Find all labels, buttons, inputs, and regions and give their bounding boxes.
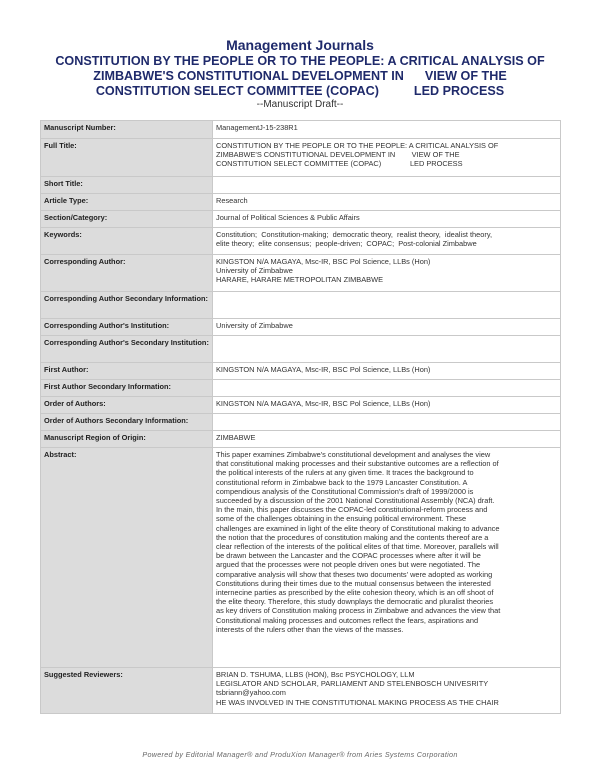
field-value	[213, 414, 561, 431]
row-corresponding-author-institution	[41, 319, 561, 336]
abstract-line: the political interests of the rulers at any given time. It traces the background to	[216, 468, 474, 478]
abstract-line: In the main, this paper discusses the COPAC-led constitutional-reform process and	[216, 505, 488, 515]
field-value	[213, 397, 561, 414]
row-first-author-secondary-info	[41, 380, 561, 397]
field-value	[213, 255, 561, 292]
abstract-line: be drawn between the Lancaster and the COPAC processes where after it will be	[216, 551, 481, 561]
abstract-line: succeeded by a discussion of the 2001 National Constitutional Assembly (NCA) draft.	[216, 496, 495, 506]
field-value	[213, 292, 561, 319]
row-abstract	[41, 448, 561, 668]
field-label: Manuscript Region of Origin:	[41, 431, 213, 448]
abstract-line: internecine parties as prescribed by the elite cohesion theory, which is an off shoot of	[216, 588, 494, 598]
value-line: Constitution; Constitution-making; democratic theory, realist theory, idealist theory,	[216, 230, 493, 239]
abstract-line: clear reflection of the interests of the political elites of that time. Moreover, parallels will	[216, 542, 499, 552]
abstract-line: compendious analysis of the Constitutional Commission's draft of 1999/2000 is	[216, 486, 474, 496]
field-value	[213, 363, 561, 380]
value-line: KINGSTON N/A MAGAYA, Msc-IR, BSC Pol Science, LLBs (Hon)	[216, 257, 431, 266]
abstract-line: the notion that the procedures of constitution making and the contents thereof are a	[216, 532, 489, 542]
field-label: Keywords:	[41, 228, 213, 255]
row-order-of-authors	[41, 397, 561, 414]
field-value	[213, 121, 561, 139]
value-line: KINGSTON N/A MAGAYA, Msc-IR, BSC Pol Science, LLBs (Hon)	[216, 365, 431, 374]
field-value	[213, 336, 561, 363]
field-value	[213, 194, 561, 211]
row-suggested-reviewers	[41, 668, 561, 714]
field-label: Corresponding Author's Secondary Institution:	[41, 336, 213, 363]
footer-credit: Powered by Editorial Manager® and ProduXion Manager® from Aries Systems Corporation	[142, 750, 458, 759]
value-line: ManagementJ-15-238R1	[216, 123, 298, 132]
row-corresponding-author-secondary-institution	[41, 336, 561, 363]
row-first-author	[41, 363, 561, 380]
abstract-line: that constitutional making processes and their substantive outcomes are a reflection of	[216, 459, 499, 469]
value-line: HE WAS INVOLVED IN THE CONSTITUTIONAL MAKING PROCESS AS THE CHAIR	[216, 697, 499, 707]
value-line: HARARE, HARARE METROPOLITAN ZIMBABWE	[216, 275, 383, 285]
field-label: Short Title:	[41, 177, 213, 194]
field-value	[213, 211, 561, 228]
abstract-line: the elite theory. Therefore, this study downplays the democratic and pluralist theories	[216, 597, 494, 607]
abstract-line: This paper examines Zimbabwe's constitutional development and analyses the view	[216, 450, 491, 459]
value-line: Research	[216, 196, 248, 205]
row-article-type	[41, 194, 561, 211]
abstract-line: challenges are examined in light of the elite theory of Constitutional making to advance	[216, 523, 500, 533]
field-label: First Author Secondary Information:	[41, 380, 213, 397]
value-line: CONSTITUTION BY THE PEOPLE OR TO THE PEOPLE: A CRITICAL ANALYSIS OF	[216, 141, 499, 150]
row-order-of-authors-secondary-info	[41, 414, 561, 431]
row-section-category	[41, 211, 561, 228]
value-line: ZIMBABWE'S CONSTITUTIONAL DEVELOPMENT IN VIEW OF THE	[216, 150, 460, 160]
row-full-title	[41, 139, 561, 177]
field-value	[213, 431, 561, 448]
field-value	[213, 668, 561, 714]
document-title-line-2: ZIMBABWE'S CONSTITUTIONAL DEVELOPMENT IN VIEW OF THE	[93, 69, 507, 83]
row-manuscript-number	[41, 121, 561, 139]
reviewer-email: tsbriann@yahoo.com	[216, 688, 286, 698]
value-line: University of Zimbabwe	[216, 321, 293, 330]
value-line: ZIMBABWE	[216, 433, 256, 442]
abstract-line: argued that the processes were not people driven ones but were negotiated. The	[216, 560, 481, 570]
abstract-line: comparative analysis will show that theses two documents' were adopted as working	[216, 569, 493, 579]
field-value	[213, 319, 561, 336]
field-label: First Author:	[41, 363, 213, 380]
abstract-line: Constitutional making processes and outcomes reflect the fears, aspirations and	[216, 615, 479, 625]
value-line: LEGISLATOR AND SCHOLAR, PARLIAMENT AND STELENBOSCH UNIVESRITY	[216, 679, 489, 689]
row-short-title	[41, 177, 561, 194]
document-title-line-1: CONSTITUTION BY THE PEOPLE OR TO THE PEOPLE: A CRITICAL ANALYSIS OF	[55, 54, 545, 68]
row-keywords	[41, 228, 561, 255]
value-line: elite theory; elite consensus; people-driven; COPAC; Post-colonial Zimbabwe	[216, 239, 477, 249]
field-label: Section/Category:	[41, 211, 213, 228]
value-line: KINGSTON N/A MAGAYA, Msc-IR, BSC Pol Science, LLBs (Hon)	[216, 399, 431, 408]
field-value	[213, 177, 561, 194]
field-label: Corresponding Author's Institution:	[41, 319, 213, 336]
field-label: Article Type:	[41, 194, 213, 211]
field-label: Full Title:	[41, 139, 213, 177]
field-label: Corresponding Author Secondary Information:	[41, 292, 213, 319]
abstract-line: interests of the rulers other than the views of the masses.	[216, 624, 404, 634]
field-label: Abstract:	[41, 448, 213, 668]
abstract-line: constitutional reform in Zimbabwe back to the 1979 Lancaster Constitution. A	[216, 477, 468, 487]
value-line: CONSTITUTION SELECT COMMITTEE (COPAC) LED PROCESS	[216, 159, 463, 169]
field-value	[213, 228, 561, 255]
value-line: BRIAN D. TSHUMA, LLBS (HON), Bsc PSYCHOLOGY, LLM	[216, 670, 415, 679]
field-value	[213, 380, 561, 397]
value-line: Journal of Political Sciences & Public Affairs	[216, 213, 360, 222]
abstract-line: some of the challenges obtaining in the ensuing political environment. These	[216, 514, 467, 524]
field-label: Corresponding Author:	[41, 255, 213, 292]
row-corresponding-author	[41, 255, 561, 292]
value-line: University of Zimbabwe	[216, 266, 293, 276]
abstract-line: as key drivers of Constitution making process in Zimbabwe and advances the view that	[216, 606, 501, 616]
document-title-line-3: CONSTITUTION SELECT COMMITTEE (COPAC) LED PROCESS	[95, 84, 505, 98]
field-label: Manuscript Number:	[41, 121, 213, 139]
field-label: Order of Authors Secondary Information:	[41, 414, 213, 431]
field-value	[213, 139, 561, 177]
row-corresponding-author-secondary-info	[41, 292, 561, 319]
journal-name: Management Journals	[226, 37, 374, 53]
abstract-text	[213, 448, 561, 668]
manuscript-info-table	[40, 120, 561, 714]
document-header	[0, 36, 600, 110]
row-manuscript-region	[41, 431, 561, 448]
manuscript-draft-label: --Manuscript Draft--	[256, 99, 344, 110]
abstract-line: Constitutions during their times due to the mutual consensus between the interested	[216, 578, 491, 588]
field-label: Order of Authors:	[41, 397, 213, 414]
field-label: Suggested Reviewers:	[41, 668, 213, 714]
